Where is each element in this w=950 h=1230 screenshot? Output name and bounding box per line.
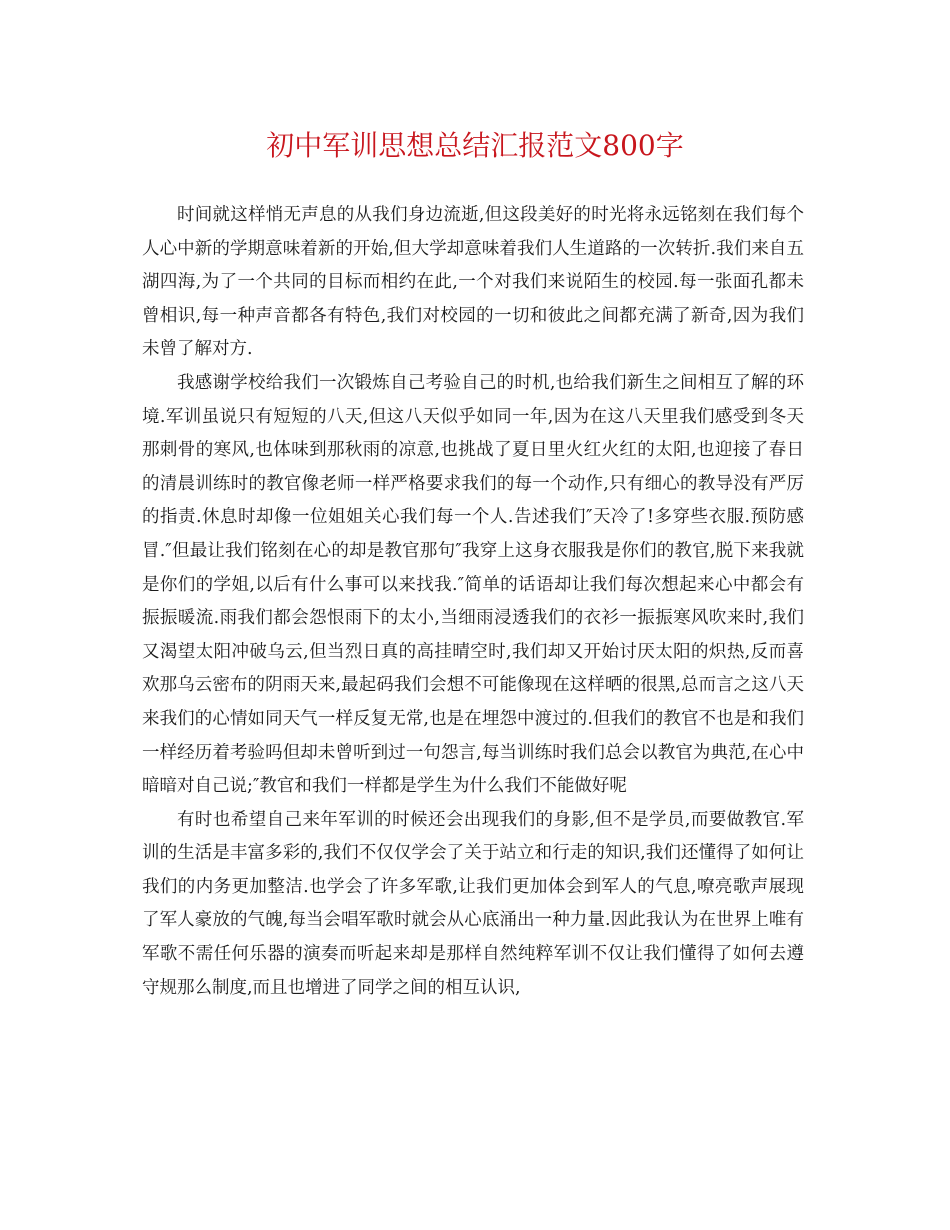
document-title: 初中军训思想总结汇报范文800字 xyxy=(266,129,684,162)
document-body xyxy=(142,199,804,1005)
paragraph-1: 时间就这样悄无声息的从我们身边流逝,但这段美好的时光将永远铭刻在我们每个人心中新的学期意味着新的开始,但大学却意味着我们人生道路的一次转折.我们来自五湖四海,为了一个共同的目标而相约在此,一个对我们来说陌生的校园.每一张面孔都未曾相识,每一种声音都各有特色,我们对校园的一切和彼此之间都充满了新奇,因为我们未曾了解对方. xyxy=(142,205,804,360)
paragraph-3: 有时也希望自己来年军训的时候还会出现我们的身影,但不是学员,而要做教官.军训的生活是丰富多彩的,我们不仅仅学会了关于站立和行走的知识,我们还懂得了如何让我们的内务更加整洁.也学会了许多军歌,让我们更加体会到军人的气息,嘹亮歌声展现了军人豪放的气魄,每当会唱军歌时就会从心底涌出一种力量.因此我认为在世界上唯有军歌不需任何乐器的演奏而听起来却是那样自然纯粹军训不仅让我们懂得了如何去遵守规那么制度,而且也增进了同学之间的相互认识, xyxy=(142,809,804,998)
paragraph-2: 我感谢学校给我们一次锻炼自己考验自己的时机,也给我们新生之间相互了解的环境.军训虽说只有短短的八天,但这八天似乎如同一年,因为在这八天里我们感受到冬天那刺骨的寒风,也体味到那秋雨的凉意,也挑战了夏日里火红火红的太阳,也迎接了春日的清晨训练时的教官像老师一样严格要求我们的每一个动作,只有细心的教导没有严厉的指责.休息时却像一位姐姐关心我们每一个人.告述我们″天冷了!多穿些衣服.预防感冒.″但最让我们铭刻在心的却是教官那句″我穿上这身衣服我是你们的教官,脱下来我就是你们的学姐,以后有什么事可以来找我.″简单的话语却让我们每次想起来心中都会有振振暖流.雨我们都会怨恨雨下的太小,当细雨浸透我们的衣衫一振振寒风吹来时,我们又渴望太阳冲破乌云,但当烈日真的高挂晴空时,我们却又开始讨厌太阳的炽热,反而喜欢那乌云密布的阴雨天来,最起码我们会想不可能像现在这样晒的很黑,总而言之这八天来我们的心情如同天气一样反复无常,也是在埋怨中渡过的.但我们的教官不也是和我们一样经历着考验吗但却未曾听到过一句怨言,每当训练时我们总会以教官为典范,在心中暗暗对自己说;″教官和我们一样都是学生为什么我们不能做好呢 xyxy=(142,372,804,797)
